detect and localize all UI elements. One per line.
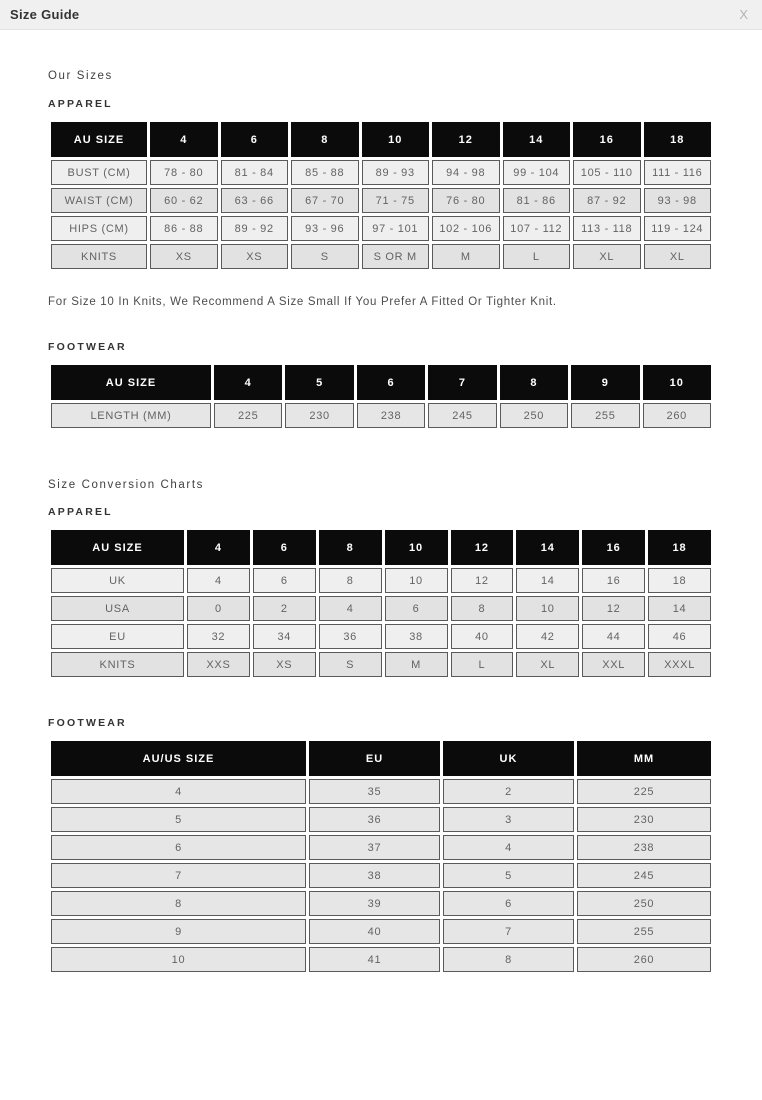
cell-value: S OR M: [362, 244, 430, 269]
cell-value: 18: [648, 568, 711, 593]
cell-value: 6: [51, 835, 306, 860]
cell-value: 105 - 110: [573, 160, 641, 185]
cell-value: 67 - 70: [291, 188, 359, 213]
cell-value: 6: [443, 891, 574, 916]
column-header: 5: [285, 365, 353, 400]
cell-value: 86 - 88: [150, 216, 218, 241]
cell-value: 111 - 116: [644, 160, 712, 185]
cell-value: 40: [451, 624, 514, 649]
cell-value: XXL: [582, 652, 645, 677]
cell-value: 4: [51, 779, 306, 804]
cell-value: 81 - 86: [503, 188, 571, 213]
column-header: UK: [443, 741, 574, 776]
cell-value: 89 - 93: [362, 160, 430, 185]
cell-value: 225: [214, 403, 282, 428]
cell-value: XL: [516, 652, 579, 677]
cell-value: 37: [309, 835, 440, 860]
cell-value: 10: [51, 947, 306, 972]
cell-value: 36: [319, 624, 382, 649]
cell-value: 16: [582, 568, 645, 593]
cell-value: 245: [428, 403, 496, 428]
cell-value: 230: [577, 807, 711, 832]
column-header: 4: [150, 122, 218, 157]
cell-value: 40: [309, 919, 440, 944]
cell-value: 102 - 106: [432, 216, 500, 241]
row-label: KNITS: [51, 244, 147, 269]
column-header: 14: [516, 530, 579, 565]
cell-value: 238: [357, 403, 425, 428]
row-label: LENGTH (MM): [51, 403, 211, 428]
column-header: 12: [451, 530, 514, 565]
table-row: [51, 160, 711, 185]
cell-value: 60 - 62: [150, 188, 218, 213]
row-label: KNITS: [51, 652, 184, 677]
cell-value: 7: [443, 919, 574, 944]
cell-value: 89 - 92: [221, 216, 289, 241]
footwear-conversion-label: FOOTWEAR: [48, 717, 127, 729]
cell-value: 255: [571, 403, 639, 428]
cell-value: 10: [385, 568, 448, 593]
cell-value: 97 - 101: [362, 216, 430, 241]
cell-value: 38: [309, 863, 440, 888]
column-header: 8: [500, 365, 568, 400]
table-row: [51, 568, 711, 593]
cell-value: 255: [577, 919, 711, 944]
cell-value: 113 - 118: [573, 216, 641, 241]
cell-value: S: [319, 652, 382, 677]
cell-value: 81 - 84: [221, 160, 289, 185]
column-header: 14: [503, 122, 571, 157]
column-header: MM: [577, 741, 711, 776]
apparel-conversion-table: [48, 527, 714, 680]
column-header: 18: [648, 530, 711, 565]
cell-value: 8: [451, 596, 514, 621]
cell-value: 6: [385, 596, 448, 621]
cell-value: XL: [644, 244, 712, 269]
column-header: 16: [582, 530, 645, 565]
column-header: 10: [362, 122, 430, 157]
cell-value: 36: [309, 807, 440, 832]
cell-value: 41: [309, 947, 440, 972]
table-row: [51, 807, 711, 832]
cell-value: XXS: [187, 652, 250, 677]
table-header-row: [51, 741, 711, 776]
cell-value: 32: [187, 624, 250, 649]
cell-value: 230: [285, 403, 353, 428]
cell-value: 8: [443, 947, 574, 972]
column-header: 12: [432, 122, 500, 157]
cell-value: 76 - 80: [432, 188, 500, 213]
table-row: [51, 947, 711, 972]
cell-value: 93 - 96: [291, 216, 359, 241]
table-row: [51, 891, 711, 916]
column-header: AU SIZE: [51, 365, 211, 400]
cell-value: M: [385, 652, 448, 677]
cell-value: 78 - 80: [150, 160, 218, 185]
footwear-sizes-table: [48, 362, 714, 431]
table-row: [51, 835, 711, 860]
cell-value: 107 - 112: [503, 216, 571, 241]
table-row: [51, 188, 711, 213]
table-row: [51, 216, 711, 241]
column-header: 18: [644, 122, 712, 157]
row-label: USA: [51, 596, 184, 621]
close-icon[interactable]: X: [739, 7, 748, 22]
cell-value: 87 - 92: [573, 188, 641, 213]
cell-value: XL: [573, 244, 641, 269]
cell-value: 14: [516, 568, 579, 593]
cell-value: 94 - 98: [432, 160, 500, 185]
cell-value: 14: [648, 596, 711, 621]
cell-value: 42: [516, 624, 579, 649]
page-title: Size Guide: [10, 7, 80, 22]
cell-value: 38: [385, 624, 448, 649]
cell-value: L: [503, 244, 571, 269]
cell-value: L: [451, 652, 514, 677]
modal-header: [0, 0, 762, 30]
cell-value: 4: [443, 835, 574, 860]
our-sizes-heading: Our Sizes: [48, 70, 113, 82]
column-header: 7: [428, 365, 496, 400]
cell-value: S: [291, 244, 359, 269]
cell-value: XXXL: [648, 652, 711, 677]
cell-value: 260: [577, 947, 711, 972]
cell-value: 260: [643, 403, 711, 428]
cell-value: 6: [253, 568, 316, 593]
table-row: [51, 652, 711, 677]
cell-value: 2: [253, 596, 316, 621]
column-header: 8: [291, 122, 359, 157]
column-header: 10: [643, 365, 711, 400]
cell-value: 63 - 66: [221, 188, 289, 213]
size-guide-content: [0, 30, 762, 1035]
cell-value: 44: [582, 624, 645, 649]
column-header: AU SIZE: [51, 122, 147, 157]
cell-value: 9: [51, 919, 306, 944]
column-header: AU/US SIZE: [51, 741, 306, 776]
footwear-conversion-table: [48, 738, 714, 975]
conversion-heading: Size Conversion Charts: [48, 479, 205, 491]
cell-value: M: [432, 244, 500, 269]
column-header: EU: [309, 741, 440, 776]
cell-value: 5: [443, 863, 574, 888]
table-row: [51, 596, 711, 621]
row-label: BUST (CM): [51, 160, 147, 185]
cell-value: 238: [577, 835, 711, 860]
row-label: UK: [51, 568, 184, 593]
footwear-sizes-label: FOOTWEAR: [48, 341, 127, 353]
cell-value: 225: [577, 779, 711, 804]
column-header: 4: [187, 530, 250, 565]
cell-value: 245: [577, 863, 711, 888]
cell-value: 119 - 124: [644, 216, 712, 241]
apparel-sizes-label: APPAREL: [48, 98, 113, 110]
column-header: 4: [214, 365, 282, 400]
column-header: 9: [571, 365, 639, 400]
cell-value: 39: [309, 891, 440, 916]
column-header: 8: [319, 530, 382, 565]
cell-value: 8: [319, 568, 382, 593]
table-row: [51, 624, 711, 649]
cell-value: 7: [51, 863, 306, 888]
cell-value: 4: [187, 568, 250, 593]
row-label: EU: [51, 624, 184, 649]
cell-value: XS: [221, 244, 289, 269]
cell-value: 12: [582, 596, 645, 621]
table-header-row: [51, 530, 711, 565]
cell-value: 12: [451, 568, 514, 593]
cell-value: 34: [253, 624, 316, 649]
column-header: AU SIZE: [51, 530, 184, 565]
cell-value: 3: [443, 807, 574, 832]
cell-value: 10: [516, 596, 579, 621]
apparel-conversion-label: APPAREL: [48, 506, 113, 518]
column-header: 16: [573, 122, 641, 157]
cell-value: XS: [253, 652, 316, 677]
table-row: [51, 919, 711, 944]
column-header: 6: [253, 530, 316, 565]
cell-value: 0: [187, 596, 250, 621]
table-row: [51, 779, 711, 804]
column-header: 10: [385, 530, 448, 565]
table-header-row: [51, 122, 711, 157]
cell-value: 71 - 75: [362, 188, 430, 213]
table-row: [51, 403, 711, 428]
column-header: 6: [357, 365, 425, 400]
row-label: HIPS (CM): [51, 216, 147, 241]
cell-value: 93 - 98: [644, 188, 712, 213]
cell-value: 4: [319, 596, 382, 621]
cell-value: 99 - 104: [503, 160, 571, 185]
cell-value: XS: [150, 244, 218, 269]
cell-value: 46: [648, 624, 711, 649]
knits-note: For Size 10 In Knits, We Recommend A Size Small If You Prefer A Fitted Or Tighter Knit.: [48, 296, 557, 308]
cell-value: 250: [577, 891, 711, 916]
cell-value: 5: [51, 807, 306, 832]
column-header: 6: [221, 122, 289, 157]
apparel-sizes-table: [48, 119, 714, 272]
table-row: [51, 863, 711, 888]
cell-value: 35: [309, 779, 440, 804]
cell-value: 2: [443, 779, 574, 804]
row-label: WAIST (CM): [51, 188, 147, 213]
cell-value: 8: [51, 891, 306, 916]
table-row: [51, 244, 711, 269]
table-header-row: [51, 365, 711, 400]
cell-value: 250: [500, 403, 568, 428]
cell-value: 85 - 88: [291, 160, 359, 185]
